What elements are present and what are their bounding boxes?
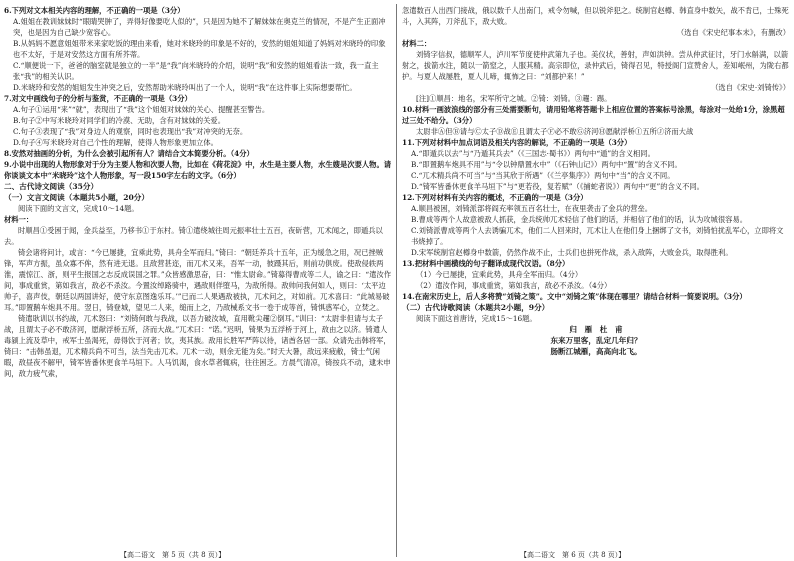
left-line-11: 9.小说中出现的人物形象对于分为主要人物和次要人物，比如在《荷花淀》中，水生是主要人物，水生嫂是次要人物。请你谈谈文本中“米晓玲”这个人物形象，写一段150字左右的文字。（6分） <box>4 160 392 180</box>
right-line-0: 忽遣数百人出西门接战，俄以数千人出南门，戒令勿喊，但以锐斧犯之。统制官赵樽、韩直身中数矢，战不肯已，士殊死斗，入其阵，刀斧乱下，敌大败。 <box>402 6 789 26</box>
right-line-6: 10.材料一画波浪线的部分有三处需要断句，请用铅笔将答题卡上相应位置的答案标号涂黑，每涂对一处给1分，涂黑超过三处不给分。（3分） <box>402 105 785 125</box>
right-line-8: 11.下列对材料中加点词语及相关内容的解说，不正确的一项是（3分） <box>402 138 632 147</box>
left-line-1: A.姐姐在教训妹妹时“眼睛哭肿了，弄得好像要吃人似的”，只是因为她不了解妹妹在奥克兰的情况，不是产生正面冲突，也是因为自己缺少宽容心。 <box>13 17 386 37</box>
right-line-16: C.刘锜派曹成等两个人去诱骗兀术，他们二人回来时，兀术让人在他们身上捆绑了文书，刘锜怕扰乱军心，立即将文书烧掉了。 <box>411 226 784 246</box>
right-line-1: （选自《宋史纪事本末》，有删改） <box>676 28 790 37</box>
right-line-7: 太尉非Ⓐ但Ⓑ请与Ⓒ太子Ⓓ战Ⓔ且谓太子Ⓕ必不敢Ⓖ济河Ⓗ愿献浮桥Ⓘ五所Ⓙ济而大战 <box>416 127 694 136</box>
right-line-15: B.曹成等两个人故意被敌人抓获，金兵统帅兀术轻信了他们的话，并相信了他们的话，认为攻城很容易。 <box>411 215 748 224</box>
right-line-21: 14.在南宋历史上，后人多将赞“刘锜之策”。文中“刘锜之策”体现在哪里？请结合材料一简要说明。（3分） <box>402 292 747 301</box>
left-line-17: 锜会诸将问计，或言：“今已屡捷，宜乘此势，具舟全军而归。”锜曰：“朝廷养兵十五年，正为缓急之用，况已挫贼锋，军声方振，虽众寡不侔，然有进无退。且敌营甚迩，而兀术又来，吾军一动，彼蹑其后，则前功俱废。使敌侵轶两淮，震惊江、浙，则平生报国之志反成误国之罪。”众皆感激思奋，曰：“惟太尉命。”锜募得曹成等二人，谕之曰：“遣汝作间，事成重赏，第如我言，敌必不杀汝。今置汝绰路骑中，遇敌则佯堕马，为敌所得。敌帅问我何如人，则曰：‘太平边帅子，喜声伎，朝廷以两国讲好，使守东京图逸乐耳。’”已而二人果遇敌被执，兀术问之，对如前。兀术喜曰：“此城易破耳。”即置鹅车炮具不用。翌日，锜登城，望见二人来，缒而上之，乃敌械系文书一卷于成等首，锜惧惑军心，立焚之。 <box>4 248 392 312</box>
left-line-3: C.“顺便说一下，爸爸的脑室就是独立的一半”是“我”向米晓玲的介绍，说明“我”和安然的姐姐看法一致，我一直主张“我”的相关认识。 <box>13 61 379 81</box>
left-line-9: D.句子④写米晓玲对自己个性的理解，使得人物形象更加立体。 <box>13 138 218 147</box>
right-column-lines <box>402 5 790 324</box>
left-column <box>4 5 392 547</box>
left-line-16: 时顺昌①受困于闻，金兵益至，乃移书①于东村。锜①遣绕城往周元振率壮士五百，夜斫营，兀术闻之，即遁兵以去。 <box>4 226 383 246</box>
right-line-20: （2）遣汝作间，事成重赏，第如我言，敌必不杀汝。（4分） <box>416 281 612 290</box>
page-footer-left: 【高二语文 第 5 页（共 8 页）】 <box>120 551 226 559</box>
left-line-0: 6.下列对文本相关内容的理解，不正确的一项是（3分） <box>4 6 185 15</box>
left-line-2: B.从妈妈不愿意姐姐带米来家吃饭的理由来看，她对米晓玲的印象是不好的，安然的姐姐知道了妈妈对米晓玲的印象也不太好，于是对安然这方面有所芥蒂。 <box>13 39 386 59</box>
left-line-8: C.句子③表现了“我”对身边人的观察，同时也表现出“我”对冲突的无奈。 <box>13 127 248 136</box>
column-divider <box>396 4 397 557</box>
poem-line-2: 肠断江城雁，高高向北飞。 <box>550 347 642 356</box>
right-line-2: 材料二： <box>402 39 432 48</box>
poem-line-1: 东来万里客，乱定几年归？ <box>550 336 642 345</box>
poem-title: 归 雁 杜 甫 <box>569 325 623 334</box>
left-line-5: 7.对文中画线句子的分析与鉴赏，不正确的一项是（3分） <box>4 94 192 103</box>
right-line-19: （1）今已屡捷，宜乘此势，具舟全军而归。（4分） <box>416 270 583 279</box>
right-line-3: 刘锜字信叔，德顺军人，泸川军节度使仲武第九子也。美仪状，善射，声如洪钟。尝从仲武征讨，牙门水斛满，以箭射之，拔箭水注，随以一箭窒之，人服其精。高宗即位，录仲武后，锜得召见，特授阁门宣赞舍人，差知岷州，为陇右都护。与夏人战屡胜，夏人儿啼，辄怖之曰：“刘都护来！” <box>402 50 789 81</box>
right-line-12: D.“锜军皆番休更食羊马垣下”与“更若役，复若赋”（《捕蛇者说》）两句中“更”的含义不同。 <box>411 182 704 191</box>
left-line-14: 阅读下面的文言文，完成10～14题。 <box>18 204 139 213</box>
right-line-23: 阅读下面这首唐诗，完成15～16题。 <box>416 314 537 323</box>
right-line-22: （二）古代诗歌阅读（本题共2小题，9分） <box>402 303 550 312</box>
right-line-9: A.“即遁兵以去”与“乃遁其兵去”（《三国志·蜀书》）两句中“遁”的含义相同。 <box>411 149 655 158</box>
right-line-18: 13.把材料中画横线的句子翻译成现代汉语。（8分） <box>402 259 570 268</box>
right-line-14: A.顺昌被困，刘锜派部将阎充率领五百名壮士，在夜里袭击了金兵的营垒。 <box>411 204 653 213</box>
right-line-4: （选自《宋史·刘锜传》） <box>711 83 790 92</box>
right-line-5: [注]①顺昌：地名，宋军所守之城。②锜：刘锜。③趯：踢。 <box>416 94 612 103</box>
left-line-4: D.米晓玲和安然的姐姐发生冲突之后，安然帮助米晓玲叫出了一个人，说明“我”在这件事上实际想要帮忙。 <box>13 83 357 92</box>
left-line-18: 锜遣耿训以书约战，兀术怒曰：“刘锜何敢与我战，以吾力破汝城，直用靴尖趯②倒耳。”训曰：“太尉非但请与太子战，且谓太子必不敢济河，愿献浮桥五所，济而大战。”兀术曰：“诺。”迟明，锜果为五浮桥于河上，敌由之以济。锜遣人毒颍上流及草中，戒军士虽渴死，毋得饮于河者；饮，夷其族。敌用长胜军严阵以待，诸酋各居一部。众请先击韩将军，锜曰：“击韩虽退，兀术精兵尚不可当，法当先击兀术。兀术一动，则余无能为矣。”时天大暑，敌远来疲敝，锜士气闲暇，敌昼夜不解甲，锜军皆番休更食羊马垣下。人马饥渴，食水草者辄病，往往困乏。方晨气清凉，锜按兵不动，逮未申间，敌力疲气索， <box>4 314 391 378</box>
left-line-12: 二、古代诗文阅读（35分） <box>4 182 99 191</box>
page-footer-right: 【高二语文 第 6 页（共 8 页）】 <box>520 551 626 559</box>
right-line-10: B.“即置鹅车炮具不用”与“令以钟鼎置水中”（《石钟山记》）两句中“置”的含义不同。 <box>411 160 682 169</box>
right-column <box>402 5 790 547</box>
left-line-6: A.句子①运用“来”“就”，表现出了“我”这个姐姐对妹妹的关心、提醒甚至警告。 <box>13 105 270 114</box>
left-line-13: （一）文言文阅读（本题共5小题，20分） <box>4 193 149 202</box>
right-line-17: D.宋军统制官赵樽身中数箭，仍然作战不止，士兵们也拼死作战，杀入敌阵，大败金兵，取得胜利。 <box>411 248 733 257</box>
left-line-10: 8.安然对抽画的分析，为什么会被引起所有人？请结合文本简要分析。（4分） <box>4 149 254 158</box>
left-line-7: B.句子②中写米晓玲对同学们的冷漠、无助，含有对妹妹的关爱。 <box>13 116 225 125</box>
left-line-15: 材料一： <box>4 215 34 224</box>
right-line-11: C.“兀术精兵尚不可当”与“当其欣于所遇”（《兰亭集序》）两句中“当”的含义不同。 <box>411 171 675 180</box>
right-line-13: 12.下列对材料有关内容的概述，不正确的一项是（3分） <box>402 193 588 202</box>
